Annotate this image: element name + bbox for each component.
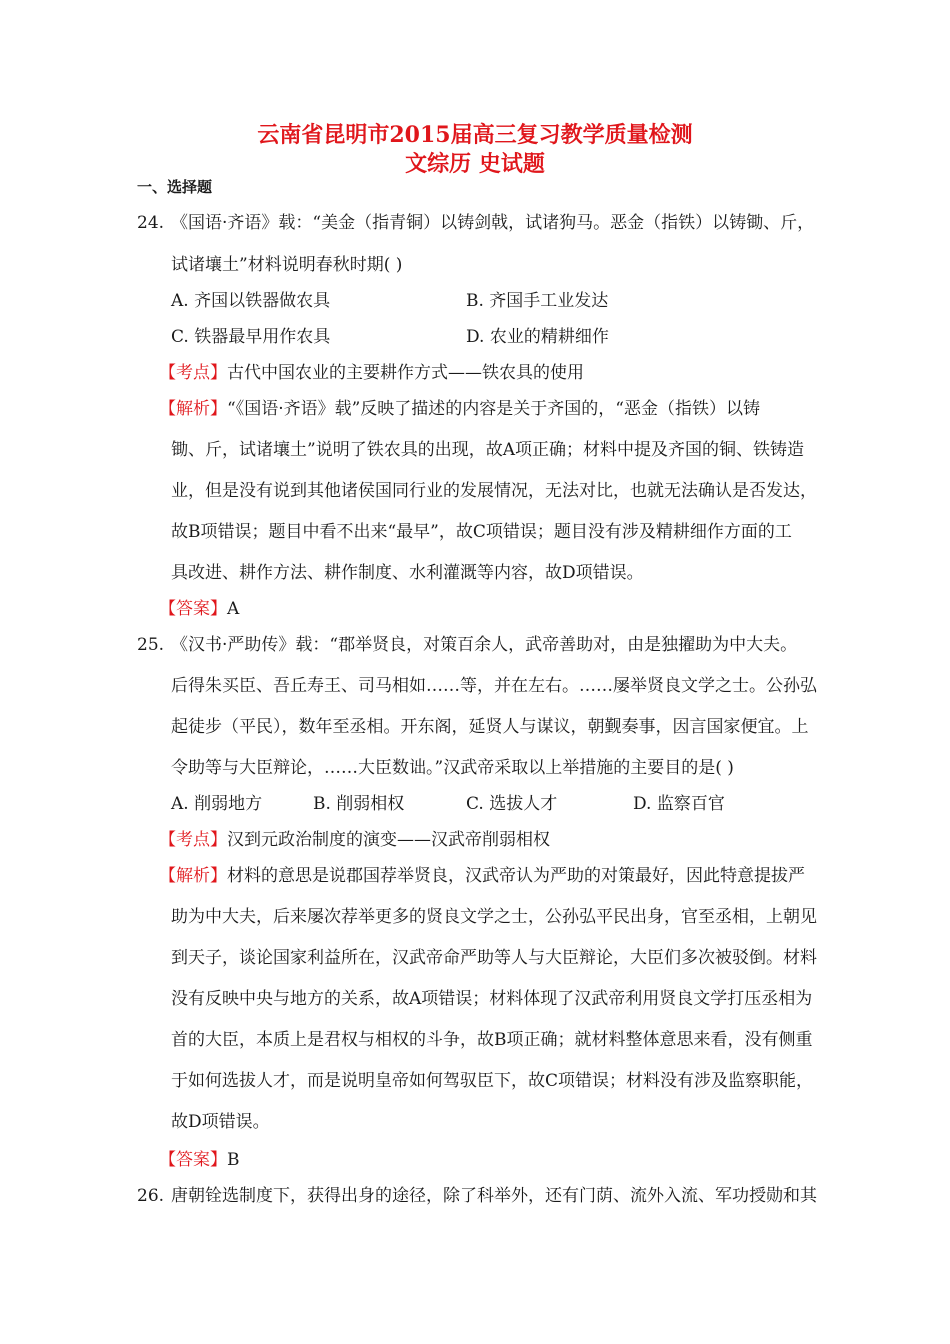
kaodian-text: 古代中国农业的主要耕作方式——铁农具的使用 xyxy=(227,363,584,383)
answer-value: B xyxy=(227,1150,240,1170)
jiexi-row xyxy=(159,865,805,887)
question-stem-line: 《汉书·严助传》载：“郡举贤良，对策百余人，武帝善助对，由是独擢助为中大夫。 xyxy=(171,635,798,655)
kaodian-tag: 【考点】 xyxy=(159,363,227,383)
answer-row xyxy=(159,1149,240,1171)
option-c: C. 选拔人才 xyxy=(466,794,558,814)
jiexi-line: 锄、斤，试诸壤土”说明了铁农具的出现，故A项正确；材料中提及齐国的铜、铁铸造 xyxy=(171,440,804,460)
question-stem-line: 《国语·齐语》载：“美金（指青铜）以铸剑戟，试诸狗马。恶金（指铁）以铸锄、斤， xyxy=(171,213,815,233)
question-number: 25. xyxy=(137,635,165,655)
kaodian-row xyxy=(159,362,584,384)
option-a: A. 削弱地方 xyxy=(171,794,263,814)
section-heading: 一、选择题 xyxy=(137,178,213,196)
question-stem-line: 唐朝铨选制度下，获得出身的途径，除了科举外，还有门荫、流外入流、军功授勋和其 xyxy=(171,1186,817,1206)
jiexi-line: 没有反映中央与地方的关系，故A项错误；材料体现了汉武帝利用贤良文学打压丞相为 xyxy=(171,989,813,1009)
option-b: B. 齐国手工业发达 xyxy=(466,291,609,311)
title-line-1: 云南省昆明市2015届高三复习教学质量检测 xyxy=(257,122,693,148)
jiexi-line: 助为中大夫，后来屡次荐举更多的贤良文学之士，公孙弘平民出身，官至丞相，上朝见 xyxy=(171,907,817,927)
option-c: C. 铁器最早用作农具 xyxy=(171,327,331,347)
jiexi-line: 材料的意思是说郡国荐举贤良，汉武帝认为严助的对策最好，因此特意提拔严 xyxy=(227,866,805,886)
jiexi-line: 故B项错误；题目中看不出来“最早”，故C项错误；题目没有涉及精耕细作方面的工 xyxy=(171,522,792,542)
question-stem-line: 后得朱买臣、吾丘寿王、司马相如……等，并在左右。……屡举贤良文学之士。公孙弘 xyxy=(171,676,817,696)
answer-row xyxy=(159,598,239,620)
question-number: 26. xyxy=(137,1186,165,1206)
option-d: D. 监察百官 xyxy=(633,794,725,814)
kaodian-row xyxy=(159,829,550,851)
jiexi-tag: 【解析】 xyxy=(159,866,227,886)
jiexi-line: 具改进、耕作方法、耕作制度、水利灌溉等内容，故D项错误。 xyxy=(171,563,644,583)
jiexi-line: “《国语·齐语》载”反映了描述的内容是关于齐国的，“恶金（指铁）以铸 xyxy=(227,399,760,419)
answer-value: A xyxy=(227,599,240,619)
jiexi-line: 业，但是没有说到其他诸侯国同行业的发展情况，无法对比，也就无法确认是否发达， xyxy=(171,481,817,501)
jiexi-line: 故D项错误。 xyxy=(171,1112,270,1132)
question-number: 24. xyxy=(137,213,165,233)
question-stem-line: 令助等与大臣辩论，……大臣数诎。”汉武帝采取以上举措施的主要目的是( ) xyxy=(171,758,734,778)
jiexi-tag: 【解析】 xyxy=(159,399,227,419)
jiexi-line: 于如何选拔人才，而是说明皇帝如何驾驭臣下，故C项错误；材料没有涉及监察职能， xyxy=(171,1071,814,1091)
question-stem-line: 试诸壤土”材料说明春秋时期( ) xyxy=(171,255,403,275)
question-stem-line: 起徒步（平民），数年至丞相。开东阁，延贤人与谋议，朝觐奏事，因言国家便宜。上 xyxy=(171,717,809,737)
answer-tag: 【答案】 xyxy=(159,599,227,619)
option-b: B. 削弱相权 xyxy=(313,794,405,814)
answer-tag: 【答案】 xyxy=(159,1150,227,1170)
kaodian-text: 汉到元政治制度的演变——汉武帝削弱相权 xyxy=(227,830,550,850)
option-d: D. 农业的精耕细作 xyxy=(466,327,609,347)
kaodian-tag: 【考点】 xyxy=(159,830,227,850)
jiexi-line: 到天子，谈论国家利益所在，汉武帝命严助等人与大臣辩论，大臣们多次被驳倒。材料 xyxy=(171,948,817,968)
jiexi-row xyxy=(159,398,760,420)
title-line-2: 文综历 史试题 xyxy=(405,151,545,177)
jiexi-line: 首的大臣，本质上是君权与相权的斗争，故B项正确；就材料整体意思来看，没有侧重 xyxy=(171,1030,813,1050)
option-a: A. 齐国以铁器做农具 xyxy=(171,291,331,311)
